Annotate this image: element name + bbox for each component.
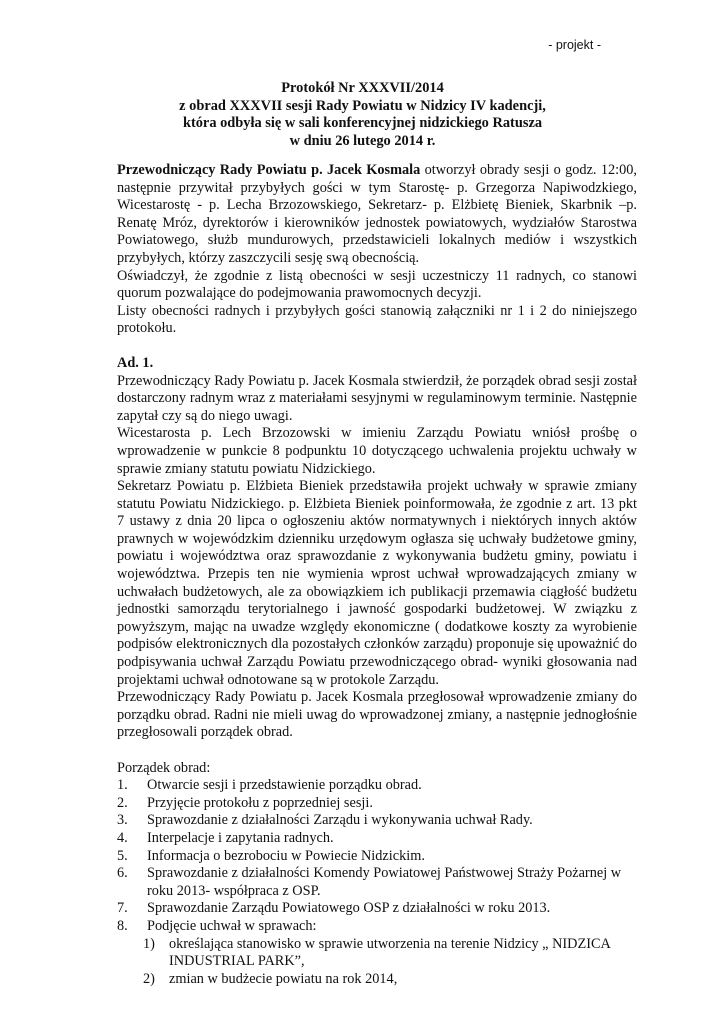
agenda-item-number: 5. <box>117 847 128 864</box>
agenda-item-text: Sprawozdanie Zarządu Powiatowego OSP z działalności w roku 2013. <box>147 900 551 917</box>
ad1-paragraph-1: Przewodniczący Rady Powiatu p. Jacek Kosmala stwierdził, że porządek obrad sesji został dostarczony radnym wraz z materiałami sesyjnymi w regulaminowym terminie. Następnie zapytał czy są do niego uwagi. <box>117 372 637 424</box>
agenda-item <box>117 865 637 900</box>
intro-rest: otworzył obrady sesji o godz. 12:00, następnie przywitał przybyłych gości w tym Starostę- p. Grzegorza Napiwodzkiego, Wicestarostę - p. Lecha Brzozowskiego, Sekretarz- p. Elżbietę Bieniek, Skarbnik –p. Renatę Mróz, dyrektorów i kierowników jednostek powiatowych, wydziałów Starostwa Powiatowego, służb mundurowych, przedstawicieli lokalnych mediów i wszystkich przybyłych, którzy zaszczycili sesję swą obecnością. <box>117 162 637 266</box>
agenda-item-number: 7. <box>117 900 128 917</box>
agenda-item <box>117 812 637 830</box>
agenda-item-text: Przyjęcie protokołu z poprzedniej sesji. <box>147 794 373 811</box>
agenda-sublist <box>117 936 637 989</box>
spacer <box>117 742 637 760</box>
intro-paragraph <box>117 162 637 268</box>
agenda-item-text: Sprawozdanie z działalności Zarządu i wykonywania uchwał Rady. <box>147 812 533 829</box>
agenda-item-text: Otwarcie sesji i przedstawienie porządku obrad. <box>147 777 422 794</box>
agenda-subitem-number: 2) <box>143 970 155 987</box>
agenda-item-number: 2. <box>117 794 128 811</box>
protocol-title <box>0 80 725 150</box>
agenda-item-number: 3. <box>117 812 128 829</box>
agenda-item <box>117 777 637 795</box>
agenda-subitem-number: 1) <box>143 935 155 952</box>
agenda-heading: Porządek obrad: <box>117 759 211 776</box>
agenda-item-number: 8. <box>117 917 128 934</box>
title-line-2: z obrad XXXVII sesji Rady Powiatu w Nidzicy IV kadencji, <box>179 97 546 114</box>
draft-mark: - projekt - <box>548 38 601 52</box>
protocol-body <box>117 162 637 988</box>
ad1-paragraph-3: Sekretarz Powiatu p. Elżbieta Bieniek przedstawiła projekt uchwały w sprawie zmiany statutu Powiatu Nidzickiego. p. Elżbieta Bieniek poinformowała, że zgodnie z art. 13 pkt 7 ustawy z dnia 20 lipca o ogłoszeniu aktów normatywnych i niektórych innych aktów prawnych w wojewódzkim dzienniku urzędowym ogłasza się uchwały budżetowe gminy, powiatu i województwa oraz sprawozdanie z wykonywania budżetu gminy, powiatu i województwa. Przepis ten nie wymienia wprost uchwał wprowadzających zmiany w uchwałach budżetowych, ale za obowiązkiem ich publikacji przemawia ciągłość budżetu jednostki samorządu terytorialnego i jawność gospodarki budżetowej. W związku z powyższym, mając na uwadze względy ekonomiczne ( dodatkowe koszty za wyrobienie podpisów elektronicznych dla pozostałych członków zarządu) proponuje się upoważnić do podpisywania uchwał Zarządu Powiatu przewodniczącego obrad- wyniki głosowania nad projektami uchwał odnotowane są w protokole Zarządu. <box>117 478 637 688</box>
agenda-item-text: Sprawozdanie z działalności Komendy Powiatowej Państwowej Straży Pożarnej w roku 2013- współpraca z OSP. <box>147 865 622 899</box>
title-line-4: w dniu 26 lutego 2014 r. <box>289 132 436 149</box>
agenda-subitem-text: zmian w budżecie powiatu na rok 2014, <box>169 970 398 987</box>
title-line-3: która odbyła się w sali konferencyjnej nidzickiego Ratusza <box>182 115 543 132</box>
agenda-item-number: 1. <box>117 777 128 794</box>
title-line-1: Protokół Nr XXXVII/2014 <box>281 80 444 96</box>
attendance-text: Listy obecności radnych i przybyłych gości stanowią załączniki nr 1 i 2 do niniejszego protokołu. <box>117 302 637 337</box>
agenda-item <box>117 830 637 848</box>
ad1-paragraph-4: Przewodniczący Rady Powiatu p. Jacek Kosmala przegłosował wprowadzenie zmiany do porządku obrad. Radni nie mieli uwag do wprowadzonej zmiany, a następnie jednogłośnie przegłosowali porządek obrad. <box>117 689 637 741</box>
quorum-text: Oświadczył, że zgodnie z listą obecności w sesji uczestniczy 11 radnych, co stanowi quorum pozwalające do podejmowania prawomocnych decyzji. <box>117 267 637 302</box>
agenda-item-number: 4. <box>117 829 128 846</box>
agenda-item <box>117 795 637 813</box>
agenda-subitem <box>117 936 637 971</box>
agenda-subitem-text: określająca stanowisko w sprawie utworzenia na terenie Nidzicy „ NIDZICA INDUSTRIAL PARK”, <box>169 935 611 970</box>
quorum-paragraph <box>117 268 637 303</box>
agenda-list <box>117 777 637 935</box>
chairman-name: Przewodniczący Rady Powiatu p. Jacek Kosmala <box>117 162 421 178</box>
agenda-item-number: 6. <box>117 865 128 882</box>
ad1-paragraph-2: Wicestarosta p. Lech Brzozowski w imieniu Zarządu Powiatu wniósł prośbę o wprowadzenie w punkcie 8 podpunktu 10 dotyczącego uchwalenia projektu uchwały w sprawie zmiany statutu powiatu Nidzickiego. <box>117 425 637 477</box>
agenda-item <box>117 848 637 866</box>
agenda-item <box>117 900 637 918</box>
agenda-item <box>117 918 637 936</box>
agenda-subitem <box>117 971 637 989</box>
agenda-item-text: Podjęcie uchwał w sprawach: <box>147 917 317 934</box>
agenda-item-text: Informacja o bezrobociu w Powiecie Nidzickim. <box>147 847 425 864</box>
agenda-item-text: Interpelacje i zapytania radnych. <box>147 829 334 846</box>
section-heading-ad1: Ad. 1. <box>117 354 154 371</box>
attendance-paragraph <box>117 303 637 338</box>
